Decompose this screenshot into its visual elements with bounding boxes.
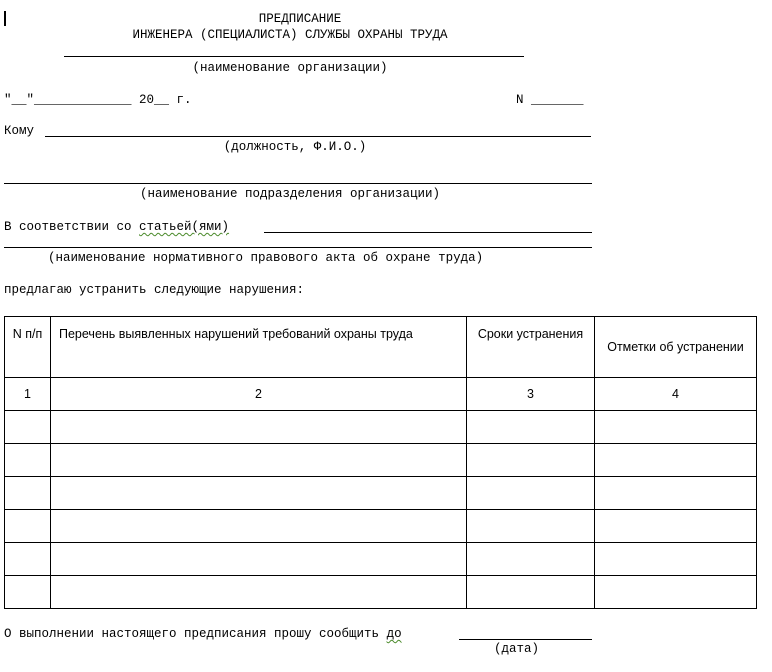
recipient-caption: (должность, Ф.И.О.) (223, 140, 367, 154)
table-header-row (5, 317, 757, 378)
organization-caption: (наименование организации) (192, 61, 388, 75)
table-row[interactable] (5, 543, 757, 576)
footer-word: до (386, 627, 402, 641)
table-cell[interactable] (595, 477, 757, 510)
organization-field-line[interactable] (64, 56, 524, 57)
numbering-cell: 1 (5, 378, 51, 411)
header-violations: Перечень выявленных нарушений требований охраны труда (51, 317, 467, 378)
legal-basis-field-line[interactable] (264, 232, 592, 233)
division-caption: (наименование подразделения организации) (139, 187, 441, 201)
footer-label (4, 627, 402, 642)
numbering-cell: 4 (595, 378, 757, 411)
table-row[interactable] (5, 411, 757, 444)
table-cell[interactable] (51, 510, 467, 543)
table-numbering-row (5, 378, 757, 411)
document-subtitle: ИНЖЕНЕРА (СПЕЦИАЛИСТА) СЛУЖБЫ ОХРАНЫ ТРУДА (132, 28, 448, 42)
table-cell[interactable] (467, 543, 595, 576)
table-cell[interactable] (595, 576, 757, 609)
table-cell[interactable] (467, 576, 595, 609)
legal-act-caption: (наименование нормативного правового акта об охране труда) (48, 251, 484, 265)
table-cell[interactable] (51, 477, 467, 510)
table-cell[interactable] (595, 543, 757, 576)
violations-table (4, 316, 757, 609)
document-title: ПРЕДПИСАНИЕ (258, 12, 342, 26)
header-remarks: Отметки об устранении (595, 317, 757, 378)
legal-basis-prefix: В соответствии со (4, 220, 140, 234)
table-cell[interactable] (467, 411, 595, 444)
recipient-field-line[interactable] (45, 136, 591, 137)
table-cell[interactable] (5, 543, 51, 576)
footer-prefix: О выполнении настоящего предписания прошу сообщить (4, 627, 387, 641)
number-field[interactable]: N _______ (516, 93, 584, 107)
table-cell[interactable] (5, 576, 51, 609)
table-cell[interactable] (467, 444, 595, 477)
header-number: N п/п (5, 317, 51, 378)
table-cell[interactable] (5, 510, 51, 543)
date-field[interactable]: "__"_____________ 20__ г. (4, 93, 192, 107)
table-cell[interactable] (595, 444, 757, 477)
table-cell[interactable] (5, 477, 51, 510)
table-row[interactable] (5, 510, 757, 543)
legal-act-field-line[interactable] (4, 247, 592, 248)
table-row[interactable] (5, 444, 757, 477)
deadline-date-field-line[interactable] (459, 639, 592, 640)
table-cell[interactable] (467, 477, 595, 510)
table-cell[interactable] (595, 510, 757, 543)
header-deadline: Сроки устранения (467, 317, 595, 378)
table-cell[interactable] (5, 411, 51, 444)
recipient-label: Кому (4, 124, 35, 138)
table-cell[interactable] (51, 411, 467, 444)
instruction-text: предлагаю устранить следующие нарушения: (4, 283, 305, 297)
table-cell[interactable] (51, 444, 467, 477)
numbering-cell: 3 (467, 378, 595, 411)
table-row[interactable] (5, 477, 757, 510)
legal-basis-word: статьей(ями) (139, 220, 230, 234)
date-caption: (дата) (494, 642, 540, 656)
numbering-cell: 2 (51, 378, 467, 411)
table-cell[interactable] (51, 576, 467, 609)
legal-basis-label (4, 220, 229, 235)
table-cell[interactable] (595, 411, 757, 444)
table-cell[interactable] (467, 510, 595, 543)
table-cell[interactable] (5, 444, 51, 477)
division-field-line[interactable] (4, 183, 592, 184)
table-cell[interactable] (51, 543, 467, 576)
table-row[interactable] (5, 576, 757, 609)
